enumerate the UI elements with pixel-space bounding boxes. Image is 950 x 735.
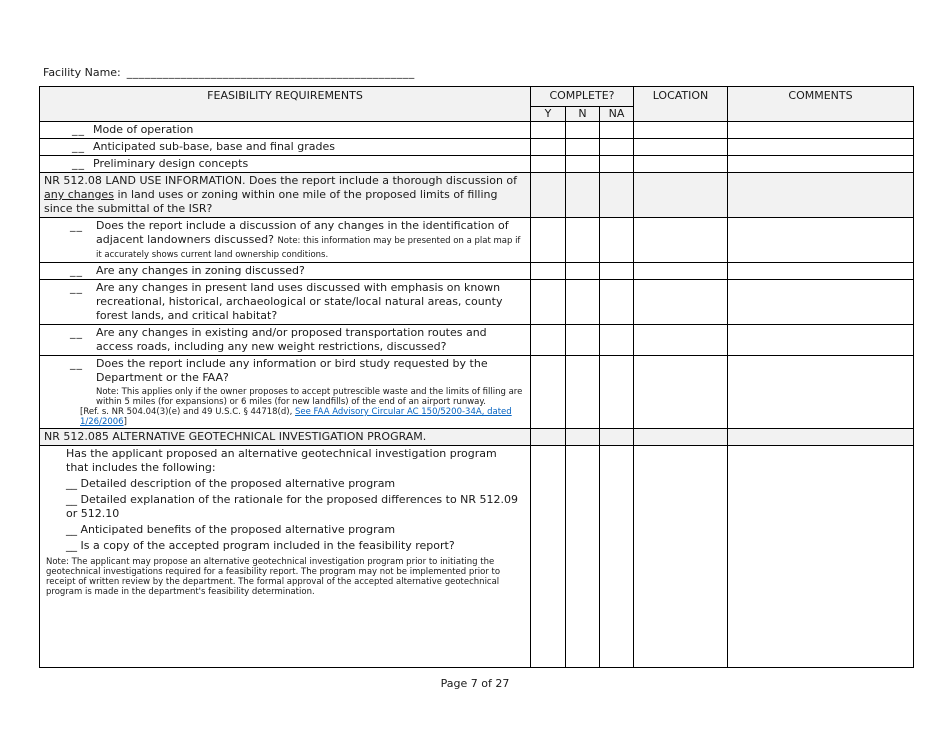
cell-comments[interactable] — [728, 218, 914, 263]
facility-name-field — [43, 66, 415, 79]
checkbox-blank[interactable]: __ — [70, 281, 83, 294]
cell-na[interactable] — [600, 139, 634, 156]
page-number: Page 7 of 27 — [440, 677, 510, 690]
cell-y[interactable] — [531, 446, 566, 668]
table-row — [40, 325, 914, 356]
faa-circular-link[interactable]: See FAA Advisory Circular AC 150/5200-34A, dated 1/26/2006 — [80, 407, 512, 427]
cell-location[interactable] — [634, 139, 728, 156]
cell-y[interactable] — [531, 263, 566, 280]
header-y: Y — [531, 107, 566, 122]
cell-na[interactable] — [600, 356, 634, 429]
cell-location[interactable] — [634, 156, 728, 173]
cell-n[interactable] — [566, 446, 600, 668]
table-row — [40, 446, 914, 668]
header-requirements: FEASIBILITY REQUIREMENTS — [40, 87, 531, 122]
reference-note: [Ref. s. NR 504.04(3)(e) and 49 U.S.C. § 44718(d), See FAA Advisory Circular AC 150/5200-34A, dated 1/26/2006] — [80, 407, 512, 427]
row-text: Has the applicant proposed an alternative geotechnical investigation program that includes the following: — [66, 447, 497, 474]
cell-na[interactable] — [600, 263, 634, 280]
cell-comments[interactable] — [728, 280, 914, 325]
list-item: __ Detailed explanation of the rationale for the proposed differences to NR 512.09 or 512.10 — [66, 493, 519, 520]
checkbox-blank[interactable]: __ — [72, 140, 85, 153]
cell-n[interactable] — [566, 356, 600, 429]
table-row — [40, 263, 914, 280]
cell-comments[interactable] — [728, 156, 914, 173]
row-note: Note: The applicant may propose an alternative geotechnical investigation program prior to initiating the geotechnical investigations required for a feasibility report. The program may not be implemented prior to receipt of written review by the department. The formal approval of the accepted alternative geotechnical program is made in the department's feasibility determination. — [46, 557, 501, 597]
row-text: Mode of operation — [93, 123, 194, 136]
land-use-heading: NR 512.08 LAND USE INFORMATION. Does the report include a thorough discussion of any changes in land uses or zoning within one mile of the proposed limits of filling since the submittal of the ISR? — [40, 173, 531, 218]
row-text: Does the report include a discussion of any changes in the identification of adjacent landowners discussed? — [96, 219, 509, 246]
facility-name-blank[interactable]: ________________________________________________ — [126, 66, 415, 79]
checkbox-blank[interactable]: __ — [72, 157, 85, 170]
cell-y[interactable] — [531, 122, 566, 139]
cell-y[interactable] — [531, 325, 566, 356]
cell-n[interactable] — [566, 122, 600, 139]
geotechnical-heading: NR 512.085 ALTERNATIVE GEOTECHNICAL INVESTIGATION PROGRAM. — [40, 429, 531, 446]
cell-comments[interactable] — [728, 325, 914, 356]
list-item: __ Detailed description of the proposed alternative program — [66, 477, 396, 490]
cell-comments[interactable] — [728, 122, 914, 139]
cell-n[interactable] — [566, 156, 600, 173]
cell-y[interactable] — [531, 139, 566, 156]
section-row-geotechnical — [40, 429, 914, 446]
cell-na[interactable] — [600, 446, 634, 668]
cell-n[interactable] — [566, 263, 600, 280]
cell-n[interactable] — [566, 139, 600, 156]
row-text: Anticipated sub-base, base and final grades — [93, 140, 335, 153]
cell-n[interactable] — [566, 218, 600, 263]
list-item: __ Anticipated benefits of the proposed alternative program — [66, 523, 396, 536]
cell-location[interactable] — [634, 356, 728, 429]
cell-na[interactable] — [600, 156, 634, 173]
cell-location[interactable] — [634, 263, 728, 280]
cell-comments[interactable] — [728, 139, 914, 156]
cell-location[interactable] — [634, 280, 728, 325]
header-na: NA — [600, 107, 634, 122]
cell-location[interactable] — [634, 446, 728, 668]
table-row — [40, 156, 914, 173]
header-n: N — [566, 107, 600, 122]
cell-location[interactable] — [634, 218, 728, 263]
cell-na[interactable] — [600, 218, 634, 263]
cell-comments[interactable] — [728, 263, 914, 280]
cell-location[interactable] — [634, 122, 728, 139]
list-item: __ Is a copy of the accepted program included in the feasibility report? — [66, 539, 455, 552]
cell-y[interactable] — [531, 356, 566, 429]
row-text: Are any changes in existing and/or proposed transportation routes and access roads, including any new weight restrictions, discussed? — [96, 326, 487, 353]
cell-y[interactable] — [531, 156, 566, 173]
checkbox-blank[interactable]: __ — [70, 219, 83, 232]
row-text: Does the report include any information or bird study requested by the Department or the FAA? — [96, 357, 488, 384]
feasibility-table — [39, 86, 914, 668]
checkbox-blank[interactable]: __ — [70, 326, 83, 339]
table-row — [40, 122, 914, 139]
row-text: Are any changes in zoning discussed? — [96, 264, 305, 277]
checkbox-blank[interactable]: __ — [70, 357, 83, 370]
cell-y[interactable] — [531, 280, 566, 325]
table-row — [40, 356, 914, 429]
cell-na[interactable] — [600, 280, 634, 325]
header-complete: COMPLETE? — [531, 87, 634, 107]
facility-name-label: Facility Name: — [43, 66, 121, 79]
checkbox-blank[interactable]: __ — [72, 123, 85, 136]
checkbox-blank[interactable]: __ — [70, 264, 83, 277]
row-note: Note: This applies only if the owner proposes to accept putrescible waste and the limits of filling are within 5 miles (for expansions) or 6 miles (for new landfills) of the end of an airport runway. — [96, 387, 523, 407]
header-location: LOCATION — [634, 87, 728, 122]
cell-comments[interactable] — [728, 356, 914, 429]
cell-n[interactable] — [566, 280, 600, 325]
table-row — [40, 218, 914, 263]
table-row — [40, 139, 914, 156]
row-note: Note: this information may be presented on a plat map if it accurately shows current land ownership conditions. — [96, 236, 521, 260]
section-row-land-use — [40, 173, 914, 218]
cell-na[interactable] — [600, 325, 634, 356]
header-comments: COMMENTS — [728, 87, 914, 122]
cell-location[interactable] — [634, 325, 728, 356]
cell-comments[interactable] — [728, 446, 914, 668]
cell-n[interactable] — [566, 325, 600, 356]
table-row — [40, 280, 914, 325]
cell-y[interactable] — [531, 218, 566, 263]
row-text: Preliminary design concepts — [93, 157, 249, 170]
cell-na[interactable] — [600, 122, 634, 139]
underlined-text: any changes — [44, 188, 114, 201]
row-text: Are any changes in present land uses discussed with emphasis on known recreational, historical, archaeological or state/local natural areas, county forest lands, and critical habitat? — [96, 281, 503, 322]
